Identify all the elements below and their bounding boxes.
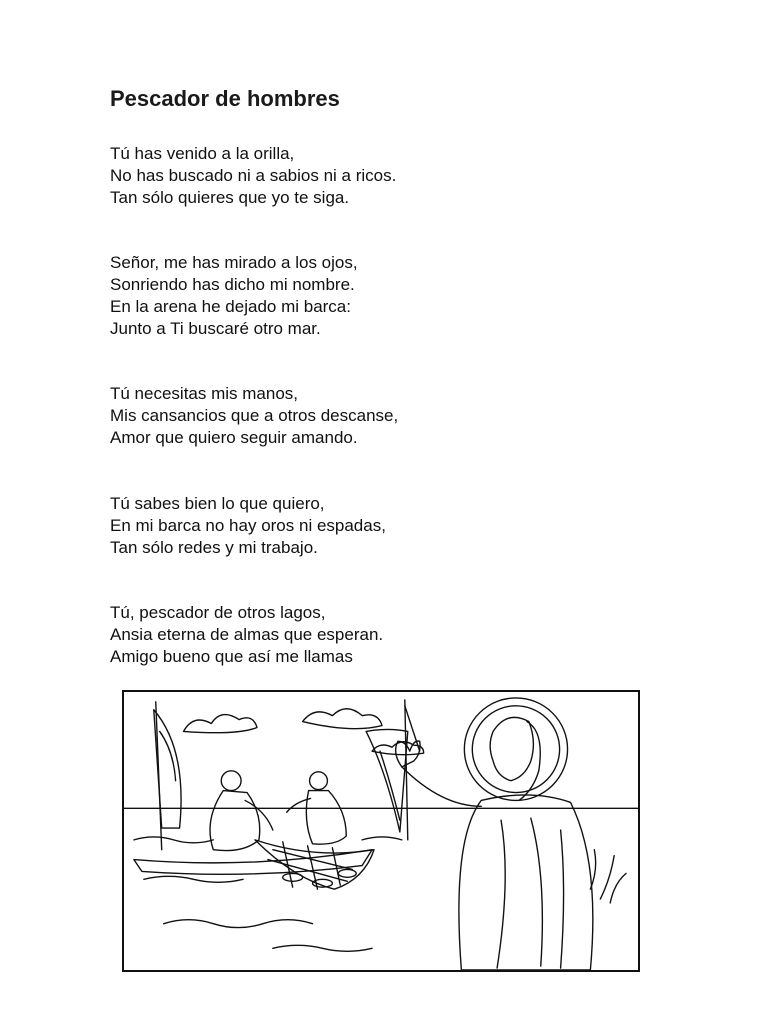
fishing-net [255, 840, 374, 889]
stanza-1 [110, 143, 396, 209]
fisherman-body [210, 791, 260, 851]
stanza-line: Tú has venido a la orilla, [110, 144, 295, 163]
stanza-line: Señor, me has mirado a los ojos, [110, 253, 358, 272]
figure-head [490, 717, 533, 780]
fisherman-body [306, 791, 346, 845]
wave [362, 837, 402, 840]
fisherman-head [310, 772, 328, 790]
sail-seam [380, 751, 400, 820]
stanza-line: Tan sólo quieres que yo te siga. [110, 188, 350, 207]
shore-grass [590, 850, 626, 903]
figure-hair [519, 722, 540, 801]
stanza-line: Amor que quiero seguir amando. [110, 428, 358, 447]
wave [144, 876, 243, 882]
cloud [184, 715, 257, 733]
stanza-4 [110, 493, 386, 559]
fishermen-illustration [122, 690, 640, 972]
cloud [303, 709, 382, 729]
wave [273, 945, 372, 951]
fish [283, 873, 303, 881]
stanza-line: Tú necesitas mis manos, [110, 384, 299, 403]
stanza-3 [110, 383, 398, 449]
stanza-line: Sonriendo has dicho mi nombre. [110, 275, 355, 294]
fisherman-head [221, 771, 241, 791]
stanza-line: Tan sólo redes y mi trabajo. [110, 538, 318, 557]
stanza-line: No has buscado ni a sabios ni a ricos. [110, 166, 397, 185]
stanza-line: Tú sabes bien lo que quiero, [110, 494, 325, 513]
wave [164, 920, 313, 928]
line-art-drawing [124, 692, 638, 970]
sail-seam [160, 731, 176, 780]
stanza-5 [110, 602, 383, 668]
figure-raised-arm [402, 767, 481, 806]
wave [134, 837, 213, 843]
stanza-line: Junto a Ti buscaré otro mar. [110, 319, 321, 338]
net-mesh [268, 842, 352, 889]
halo [464, 698, 567, 801]
sail [154, 710, 181, 828]
stanza-line: Ansia eterna de almas que esperan. [110, 625, 384, 644]
page-title: Pescador de hombres [110, 86, 340, 111]
stanza-line: Amigo bueno que así me llamas [110, 647, 353, 666]
stanza-2 [110, 252, 358, 340]
stanza-line: En la arena he dejado mi barca: [110, 297, 351, 316]
figure-robe [459, 795, 593, 970]
stanza-line: Mis cansancios que a otros descanse, [110, 406, 399, 425]
stanza-line: En mi barca no hay oros ni espadas, [110, 516, 386, 535]
cloud [372, 742, 424, 755]
stanza-line: Tú, pescador de otros lagos, [110, 603, 326, 622]
fish [338, 869, 356, 877]
figure-robe-fold [497, 818, 563, 968]
